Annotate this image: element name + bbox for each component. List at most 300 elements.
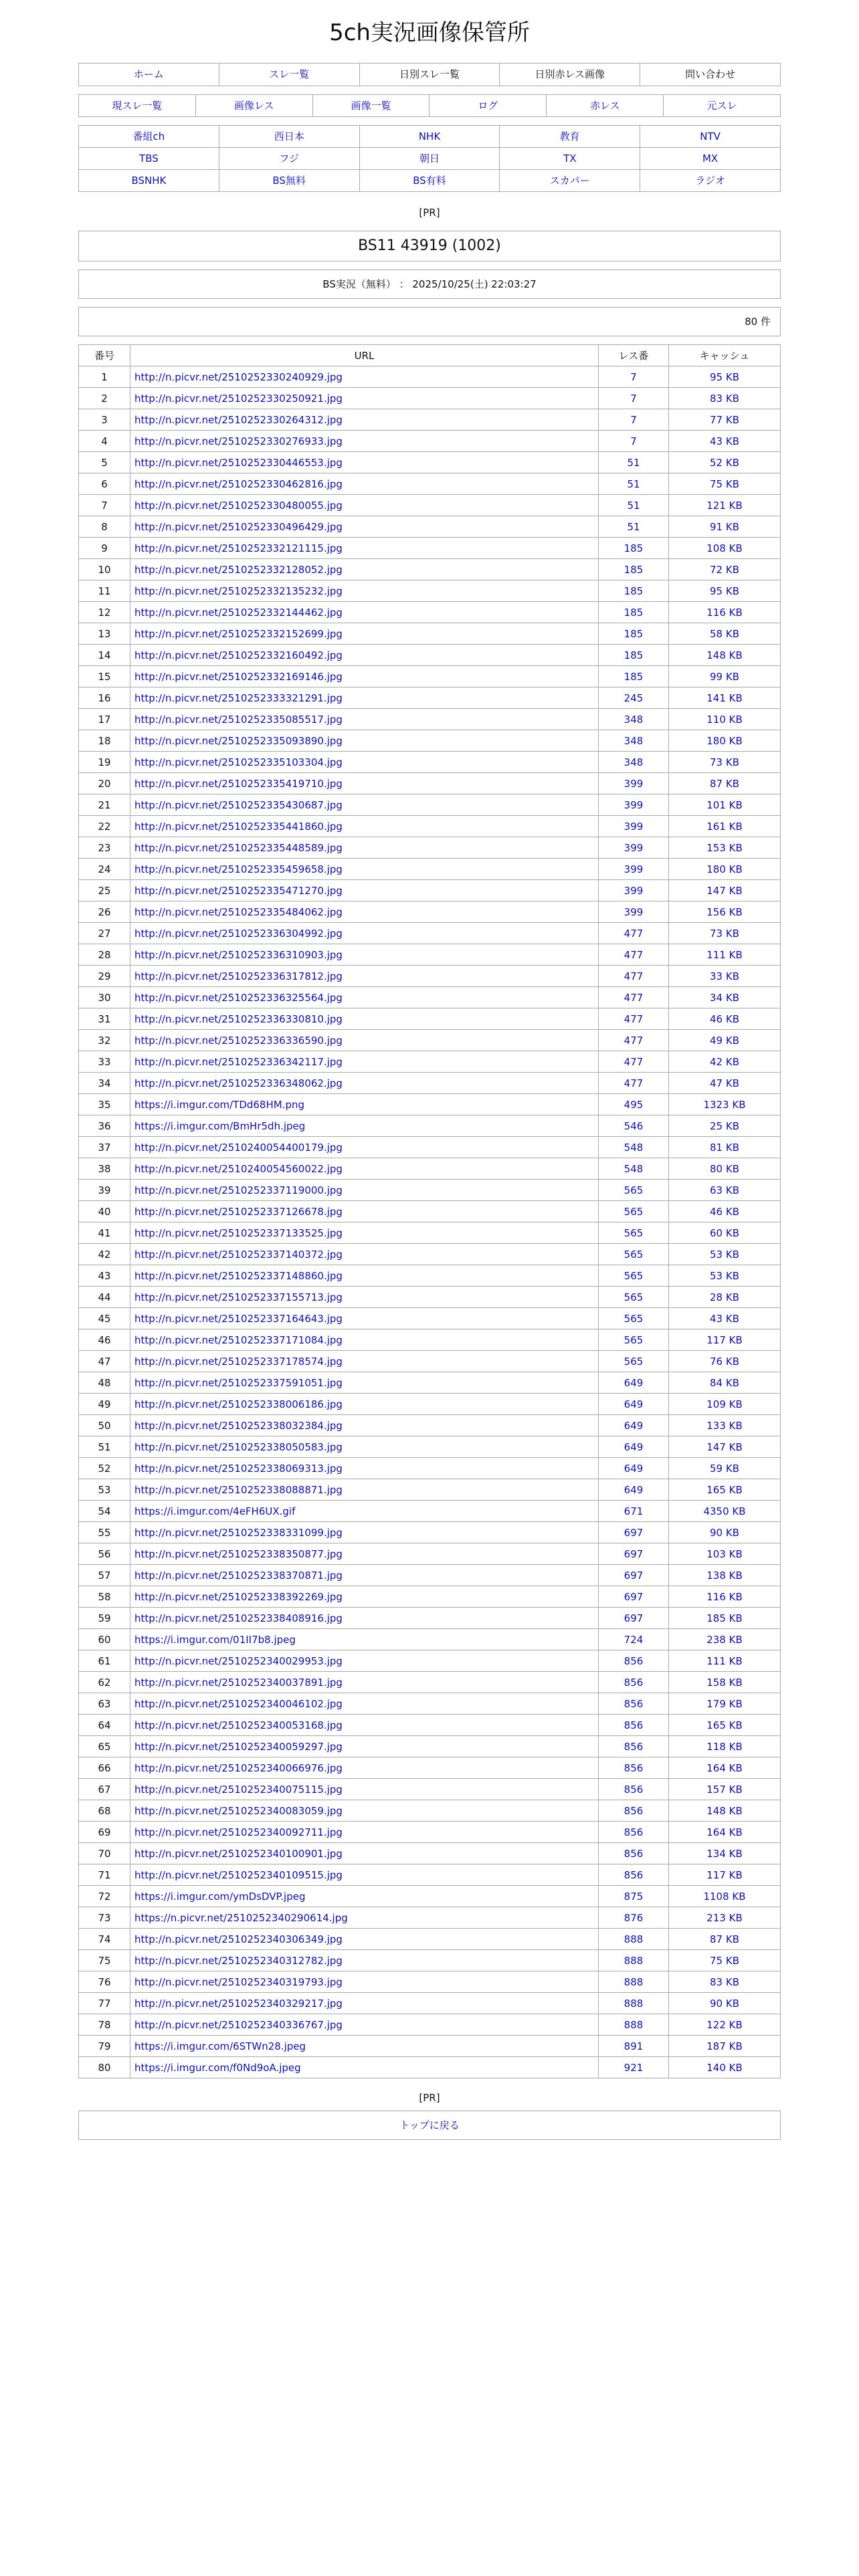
res-number-link[interactable]: 888 [624,1975,644,1988]
image-url-link[interactable]: http://n.picvr.net/2510252335459658.jpg [134,863,343,875]
image-url-link[interactable]: https://i.imgur.com/4eFH6UX.gif [134,1505,296,1517]
cache-link[interactable]: 117 KB [706,1333,743,1346]
image-url-link[interactable]: http://n.picvr.net/2510252333321291.jpg [134,691,343,704]
image-url-link[interactable]: http://n.picvr.net/2510252330496429.jpg [134,520,343,533]
cache-link[interactable]: 133 KB [706,1419,743,1432]
channel-nav-item[interactable]: BSNHK [131,175,167,187]
image-url-link[interactable]: http://n.picvr.net/2510252330446553.jpg [134,456,343,469]
cache-link[interactable]: 164 KB [706,1826,743,1838]
image-url-link[interactable]: http://n.picvr.net/2510252338331099.jpg [134,1526,343,1539]
channel-nav-cell[interactable] [219,170,360,192]
res-number-link[interactable]: 856 [624,1697,644,1710]
image-url-link[interactable]: http://n.picvr.net/2510252332144462.jpg [134,606,343,619]
image-url-link[interactable]: http://n.picvr.net/2510252340046102.jpg [134,1697,343,1710]
row-cache-cell [669,580,781,602]
image-url-link[interactable]: http://n.picvr.net/2510252335093890.jpg [134,734,343,747]
channel-nav-cell[interactable] [640,126,781,148]
res-number-link[interactable]: 724 [624,1633,644,1646]
image-url-link[interactable]: http://n.picvr.net/2510252330250921.jpg [134,392,343,405]
image-url-link[interactable]: http://n.picvr.net/2510252336348062.jpg [134,1077,343,1089]
cache-link[interactable]: 156 KB [706,905,743,918]
cache-link[interactable]: 122 KB [706,2018,743,2031]
image-url-link[interactable]: http://n.picvr.net/2510252332169146.jpg [134,670,343,683]
cache-link[interactable]: 72 KB [710,563,739,576]
image-url-link[interactable]: http://n.picvr.net/2510252337126678.jpg [134,1205,343,1218]
res-number-link[interactable]: 477 [624,1012,644,1025]
cache-link[interactable]: 28 KB [710,1291,739,1303]
res-number-link[interactable]: 856 [624,1804,644,1817]
cache-link[interactable]: 59 KB [710,1462,739,1475]
image-url-link[interactable]: http://n.picvr.net/2510252340066976.jpg [134,1761,343,1774]
res-number-link[interactable]: 649 [624,1398,644,1410]
res-number-link[interactable]: 548 [624,1162,644,1175]
cache-link[interactable]: 187 KB [706,2040,743,2052]
image-url-link[interactable]: http://n.picvr.net/2510252337119000.jpg [134,1184,343,1196]
channel-nav-item[interactable]: TBS [139,152,159,165]
image-url-link[interactable]: https://i.imgur.com/01II7b8.jpeg [134,1633,296,1646]
cache-link[interactable]: 147 KB [706,1440,743,1453]
channel-nav-item[interactable]: MX [702,152,719,165]
thread-nav-cell[interactable] [313,95,430,117]
cache-link[interactable]: 90 KB [710,1526,739,1539]
image-url-link[interactable]: http://n.picvr.net/2510252338350877.jpg [134,1547,343,1560]
channel-nav-item[interactable]: 西日本 [274,130,304,142]
image-url-link[interactable]: https://n.picvr.net/2510252340290614.jpg [134,1911,348,1924]
image-url-link[interactable]: http://n.picvr.net/2510252332160492.jpg [134,649,343,661]
image-url-link[interactable]: http://n.picvr.net/2510252338392269.jpg [134,1590,343,1603]
image-url-link[interactable]: http://n.picvr.net/2510252340329217.jpg [134,1997,343,2010]
channel-nav-cell[interactable] [219,148,360,170]
res-number-link[interactable]: 185 [624,563,644,576]
image-url-link[interactable]: http://n.picvr.net/2510252338006186.jpg [134,1398,343,1410]
image-url-link[interactable]: http://n.picvr.net/2510252336342117.jpg [134,1055,343,1068]
channel-nav-cell[interactable] [79,126,219,148]
cache-link[interactable]: 118 KB [706,1740,743,1753]
channel-nav-cell[interactable] [360,126,500,148]
channel-nav-item[interactable]: NHK [418,130,441,142]
cache-link[interactable]: 63 KB [710,1184,739,1196]
cache-link[interactable]: 81 KB [710,1141,739,1154]
cache-link[interactable]: 91 KB [710,520,739,533]
cache-link[interactable]: 116 KB [706,1590,743,1603]
channel-nav-item[interactable]: TX [563,152,577,165]
thread-nav-item[interactable]: 画像一覧 [351,100,391,112]
thread-nav-item[interactable]: 元スレ [706,100,737,112]
image-url-link[interactable]: http://n.picvr.net/2510252337164643.jpg [134,1312,343,1325]
res-number-link[interactable]: 7 [630,435,637,447]
cache-link[interactable]: 25 KB [710,1119,739,1132]
image-url-link[interactable]: http://n.picvr.net/2510252338050583.jpg [134,1440,343,1453]
row-res-cell [599,1158,669,1180]
image-url-link[interactable]: http://n.picvr.net/2510252337148860.jpg [134,1269,343,1282]
image-url-link[interactable]: http://n.picvr.net/2510252340053168.jpg [134,1719,343,1731]
res-number-link[interactable]: 51 [627,520,640,533]
cache-link[interactable]: 158 KB [706,1676,743,1689]
cache-link[interactable]: 43 KB [710,1312,739,1325]
cache-link[interactable]: 83 KB [710,392,739,405]
res-number-link[interactable]: 548 [624,1141,644,1154]
cache-link[interactable]: 34 KB [710,991,739,1004]
res-number-link[interactable]: 7 [630,370,637,383]
image-url-link[interactable]: http://n.picvr.net/2510252335484062.jpg [134,905,343,918]
cache-link[interactable]: 110 KB [706,713,743,726]
res-number-link[interactable]: 697 [624,1590,644,1603]
cache-link[interactable]: 87 KB [710,1933,739,1945]
res-number-link[interactable]: 856 [624,1719,644,1731]
image-url-link[interactable]: http://n.picvr.net/2510252335085517.jpg [134,713,343,726]
res-number-link[interactable]: 565 [624,1248,644,1261]
res-number-link[interactable]: 348 [624,756,644,768]
cache-link[interactable]: 117 KB [706,1868,743,1881]
main-nav-item[interactable]: スレ一覧 [269,68,310,80]
row-res-cell [599,1693,669,1715]
row-url-cell [130,2014,599,2036]
res-number-link[interactable]: 856 [624,1676,644,1689]
image-url-link[interactable]: http://n.picvr.net/2510252340109515.jpg [134,1868,343,1881]
channel-nav-item[interactable]: 朝日 [419,152,440,165]
image-url-link[interactable]: http://n.picvr.net/2510252340100901.jpg [134,1847,343,1860]
res-number-link[interactable]: 856 [624,1783,644,1796]
cache-link[interactable]: 53 KB [710,1269,739,1282]
cache-link[interactable]: 138 KB [706,1569,743,1582]
channel-nav-item[interactable]: ラジオ [695,175,726,187]
res-number-link[interactable]: 565 [624,1291,644,1303]
res-number-link[interactable]: 399 [624,863,644,875]
res-number-link[interactable]: 921 [624,2061,644,2074]
thread-nav-cell[interactable] [547,95,664,117]
cache-link[interactable]: 84 KB [710,1376,739,1389]
main-nav-cell[interactable] [219,64,360,86]
cache-link[interactable]: 116 KB [706,606,743,619]
cache-link[interactable]: 180 KB [706,734,743,747]
res-number-link[interactable]: 399 [624,884,644,897]
row-url-cell [130,1008,599,1030]
image-url-link[interactable]: https://i.imgur.com/f0Nd9oA.jpeg [134,2061,301,2074]
cache-link[interactable]: 164 KB [706,1761,743,1774]
cache-link[interactable]: 80 KB [710,1162,739,1175]
image-url-link[interactable]: http://n.picvr.net/2510240054400179.jpg [134,1141,343,1154]
cache-link[interactable]: 46 KB [710,1205,739,1218]
res-number-link[interactable]: 477 [624,991,644,1004]
channel-nav-item[interactable]: 番組ch [132,130,165,142]
res-number-link[interactable]: 888 [624,2018,644,2031]
channel-nav-item[interactable]: スカパー [549,175,590,187]
cache-link[interactable]: 179 KB [706,1697,743,1710]
cache-link[interactable]: 76 KB [710,1355,739,1368]
thread-nav-cell[interactable] [196,95,313,117]
cache-link[interactable]: 53 KB [710,1248,739,1261]
image-url-link[interactable]: http://n.picvr.net/2510252340083059.jpg [134,1804,343,1817]
res-number-link[interactable]: 565 [624,1205,644,1218]
thread-nav-item[interactable]: 画像レス [233,100,274,112]
image-url-link[interactable]: http://n.picvr.net/2510252335471270.jpg [134,884,343,897]
image-url-link[interactable]: https://i.imgur.com/6STWn28.jpeg [134,2040,306,2052]
res-number-link[interactable]: 856 [624,1826,644,1838]
cache-link[interactable]: 185 KB [706,1612,743,1624]
image-url-link[interactable]: http://n.picvr.net/2510252336336590.jpg [134,1034,343,1047]
image-url-link[interactable]: http://n.picvr.net/2510252336304992.jpg [134,927,343,940]
thread-nav-cell[interactable] [664,95,781,117]
res-number-link[interactable]: 856 [624,1740,644,1753]
channel-nav-cell[interactable] [219,126,360,148]
cache-link[interactable]: 95 KB [710,370,739,383]
thread-nav-item[interactable]: ログ [478,100,498,112]
res-number-link[interactable]: 649 [624,1376,644,1389]
cache-link[interactable]: 238 KB [706,1633,743,1646]
res-number-link[interactable]: 348 [624,713,644,726]
thread-nav-cell[interactable] [430,95,547,117]
image-url-link[interactable]: http://n.picvr.net/2510252338032384.jpg [134,1419,343,1432]
res-number-link[interactable]: 565 [624,1226,644,1239]
thread-nav-item[interactable]: 赤レス [589,100,620,112]
image-url-link[interactable]: http://n.picvr.net/2510252336317812.jpg [134,970,343,982]
image-url-link[interactable]: http://n.picvr.net/2510252332152699.jpg [134,627,343,640]
res-number-link[interactable]: 565 [624,1184,644,1196]
res-number-link[interactable]: 888 [624,1954,644,1967]
image-url-link[interactable]: http://n.picvr.net/2510252330480055.jpg [134,499,343,512]
cache-link[interactable]: 147 KB [706,884,743,897]
image-url-link[interactable]: http://n.picvr.net/2510252336330810.jpg [134,1012,343,1025]
cache-link[interactable]: 134 KB [706,1847,743,1860]
res-number-link[interactable]: 7 [630,413,637,426]
image-url-link[interactable]: https://i.imgur.com/ymDsDVP.jpeg [134,1890,306,1903]
channel-nav-cell[interactable] [640,170,781,192]
cache-link[interactable]: 165 KB [706,1483,743,1496]
cache-link[interactable]: 95 KB [710,584,739,597]
image-url-link[interactable]: http://n.picvr.net/2510252335441860.jpg [134,820,343,833]
back-to-top-link[interactable]: トップに戻る [399,2119,460,2131]
image-url-link[interactable]: http://n.picvr.net/2510252330276933.jpg [134,435,343,447]
image-url-link[interactable]: http://n.picvr.net/2510252330240929.jpg [134,370,343,383]
res-number-link[interactable]: 185 [624,627,644,640]
res-number-link[interactable]: 185 [624,670,644,683]
res-number-link[interactable]: 477 [624,1055,644,1068]
cache-link[interactable]: 73 KB [710,756,739,768]
channel-nav-item[interactable]: 教育 [559,130,580,142]
res-number-link[interactable]: 649 [624,1440,644,1453]
image-url-link[interactable]: http://n.picvr.net/2510252332135232.jpg [134,584,343,597]
image-url-link[interactable]: http://n.picvr.net/2510252335419710.jpg [134,777,343,790]
res-number-link[interactable]: 697 [624,1612,644,1624]
res-number-link[interactable]: 348 [624,734,644,747]
cache-link[interactable]: 140 KB [706,2061,743,2074]
res-number-link[interactable]: 399 [624,905,644,918]
res-number-link[interactable]: 399 [624,798,644,811]
image-url-link[interactable]: http://n.picvr.net/2510252335430687.jpg [134,798,343,811]
channel-nav-item[interactable]: BS無料 [272,175,306,187]
cache-link[interactable]: 83 KB [710,1975,739,1988]
res-number-link[interactable]: 697 [624,1547,644,1560]
channel-nav-item[interactable]: フジ [279,152,299,165]
cache-link[interactable]: 101 KB [706,798,743,811]
image-url-link[interactable]: http://n.picvr.net/2510252338370871.jpg [134,1569,343,1582]
image-url-link[interactable]: http://n.picvr.net/2510252340306349.jpg [134,1933,343,1945]
row-res-cell [599,987,669,1008]
cache-link[interactable]: 60 KB [710,1226,739,1239]
image-url-link[interactable]: http://n.picvr.net/2510252337171084.jpg [134,1333,343,1346]
image-url-link[interactable]: http://n.picvr.net/2510252338408916.jpg [134,1612,343,1624]
res-number-link[interactable]: 495 [624,1098,644,1111]
channel-nav-cell[interactable] [500,126,640,148]
cache-link[interactable]: 213 KB [706,1911,743,1924]
res-number-link[interactable]: 185 [624,584,644,597]
row-url-cell [130,2036,599,2057]
cache-link[interactable]: 165 KB [706,1719,743,1731]
res-number-link[interactable]: 856 [624,1761,644,1774]
res-number-link[interactable]: 856 [624,1654,644,1667]
cache-link[interactable]: 141 KB [706,691,743,704]
row-res-cell [599,1094,669,1115]
res-number-link[interactable]: 649 [624,1419,644,1432]
res-number-link[interactable]: 649 [624,1483,644,1496]
image-url-link[interactable]: http://n.picvr.net/2510252340319793.jpg [134,1975,343,1988]
res-number-link[interactable]: 546 [624,1119,644,1132]
cache-link[interactable]: 103 KB [706,1547,743,1560]
res-number-link[interactable]: 888 [624,1997,644,2010]
res-number-link[interactable]: 649 [624,1462,644,1475]
cache-link[interactable]: 180 KB [706,863,743,875]
image-url-link[interactable]: http://n.picvr.net/2510252340037891.jpg [134,1676,343,1689]
image-url-link[interactable]: http://n.picvr.net/2510252340075115.jpg [134,1783,343,1796]
cache-link[interactable]: 109 KB [706,1398,743,1410]
res-number-link[interactable]: 565 [624,1333,644,1346]
image-url-link[interactable]: http://n.picvr.net/2510252330264312.jpg [134,413,343,426]
row-cache-cell [669,1693,781,1715]
row-cache-cell [669,1629,781,1650]
channel-nav-cell[interactable] [360,148,500,170]
channel-nav-item[interactable]: NTV [700,130,721,142]
row-cache-cell [669,1929,781,1950]
cache-link[interactable]: 121 KB [706,499,743,512]
image-url-link[interactable]: http://n.picvr.net/2510252340312782.jpg [134,1954,343,1967]
cache-link[interactable]: 73 KB [710,927,739,940]
res-number-link[interactable]: 697 [624,1526,644,1539]
res-number-link[interactable]: 51 [627,456,640,469]
cache-link[interactable]: 1108 KB [703,1890,746,1903]
channel-nav-item[interactable]: BS有料 [413,175,446,187]
image-url-link[interactable]: http://n.picvr.net/2510252337140372.jpg [134,1248,343,1261]
res-number-link[interactable]: 399 [624,841,644,854]
res-number-link[interactable]: 7 [630,392,637,405]
cache-link[interactable]: 58 KB [710,627,739,640]
cache-link[interactable]: 33 KB [710,970,739,982]
cache-link[interactable]: 47 KB [710,1077,739,1089]
channel-nav-cell[interactable] [640,148,781,170]
image-url-link[interactable]: http://n.picvr.net/2510252335103304.jpg [134,756,343,768]
thread-nav-cell[interactable] [79,95,196,117]
res-number-link[interactable]: 565 [624,1312,644,1325]
main-nav-cell[interactable] [79,64,219,86]
res-number-link[interactable]: 477 [624,948,644,961]
res-number-link[interactable]: 856 [624,1847,644,1860]
cache-link[interactable]: 153 KB [706,841,743,854]
image-url-link[interactable]: http://n.picvr.net/2510252336325564.jpg [134,991,343,1004]
image-url-link[interactable]: http://n.picvr.net/2510252340059297.jpg [134,1740,343,1753]
cache-link[interactable]: 148 KB [706,649,743,661]
res-number-link[interactable]: 875 [624,1890,644,1903]
main-nav-item[interactable]: ホーム [133,68,164,80]
res-number-link[interactable]: 477 [624,1077,644,1089]
cache-link[interactable]: 111 KB [706,948,743,961]
cache-link[interactable]: 1323 KB [703,1098,746,1111]
res-number-link[interactable]: 399 [624,777,644,790]
res-number-link[interactable]: 697 [624,1569,644,1582]
res-number-link[interactable]: 185 [624,542,644,554]
image-url-link[interactable]: http://n.picvr.net/2510252338088871.jpg [134,1483,343,1496]
image-url-link[interactable]: http://n.picvr.net/2510252335448589.jpg [134,841,343,854]
cache-link[interactable]: 87 KB [710,777,739,790]
image-url-link[interactable]: http://n.picvr.net/2510240054560022.jpg [134,1162,343,1175]
image-url-link[interactable]: http://n.picvr.net/2510252337133525.jpg [134,1226,343,1239]
cache-link[interactable]: 108 KB [706,542,743,554]
image-url-link[interactable]: http://n.picvr.net/2510252330462816.jpg [134,477,343,490]
image-url-link[interactable]: http://n.picvr.net/2510252336310903.jpg [134,948,343,961]
image-url-link[interactable]: http://n.picvr.net/2510252332128052.jpg [134,563,343,576]
image-url-link[interactable]: https://i.imgur.com/BmHr5dh.jpeg [134,1119,306,1132]
channel-nav-cell[interactable] [79,170,219,192]
cache-link[interactable]: 99 KB [710,670,739,683]
cache-link[interactable]: 42 KB [710,1055,739,1068]
table-row [79,1372,781,1394]
res-number-link[interactable]: 477 [624,1034,644,1047]
cache-link[interactable]: 90 KB [710,1997,739,2010]
cache-link[interactable]: 49 KB [710,1034,739,1047]
res-number-link[interactable]: 245 [624,691,644,704]
image-url-link[interactable]: http://n.picvr.net/2510252337155713.jpg [134,1291,343,1303]
res-number-link[interactable]: 477 [624,927,644,940]
res-number-link[interactable]: 856 [624,1868,644,1881]
image-url-link[interactable]: http://n.picvr.net/2510252337178574.jpg [134,1355,343,1368]
cache-link[interactable]: 52 KB [710,456,739,469]
image-url-link[interactable]: http://n.picvr.net/2510252338069313.jpg [134,1462,343,1475]
image-url-link[interactable]: http://n.picvr.net/2510252337591051.jpg [134,1376,343,1389]
res-number-link[interactable]: 565 [624,1355,644,1368]
image-url-link[interactable]: http://n.picvr.net/2510252332121115.jpg [134,542,343,554]
res-number-link[interactable]: 51 [627,499,640,512]
image-url-link[interactable]: https://i.imgur.com/TDd68HM.png [134,1098,305,1111]
channel-nav-cell[interactable] [360,170,500,192]
res-number-link[interactable]: 888 [624,1933,644,1945]
channel-nav-cell[interactable] [500,170,640,192]
image-url-link[interactable]: http://n.picvr.net/2510252340336767.jpg [134,2018,343,2031]
cache-link[interactable]: 161 KB [706,820,743,833]
channel-nav-cell[interactable] [79,148,219,170]
res-number-link[interactable]: 891 [624,2040,644,2052]
image-url-link[interactable]: http://n.picvr.net/2510252340029953.jpg [134,1654,343,1667]
cache-link[interactable]: 4350 KB [703,1505,746,1517]
row-url-cell [130,1779,599,1800]
res-number-link[interactable]: 477 [624,970,644,982]
thread-nav-item[interactable]: 現スレ一覧 [112,100,163,112]
cache-link[interactable]: 75 KB [710,477,739,490]
res-number-link[interactable]: 185 [624,606,644,619]
cache-link[interactable]: 43 KB [710,435,739,447]
res-number-link[interactable]: 399 [624,820,644,833]
image-url-link[interactable]: http://n.picvr.net/2510252340092711.jpg [134,1826,343,1838]
res-number-link[interactable]: 876 [624,1911,644,1924]
channel-nav-cell[interactable] [500,148,640,170]
res-number-link[interactable]: 51 [627,477,640,490]
cache-link[interactable]: 148 KB [706,1804,743,1817]
res-number-link[interactable]: 565 [624,1269,644,1282]
cache-link[interactable]: 111 KB [706,1654,743,1667]
res-number-link[interactable]: 671 [624,1505,644,1517]
cache-link[interactable]: 157 KB [706,1783,743,1796]
cache-link[interactable]: 46 KB [710,1012,739,1025]
cache-link[interactable]: 77 KB [710,413,739,426]
cache-link[interactable]: 75 KB [710,1954,739,1967]
res-number-link[interactable]: 185 [624,649,644,661]
